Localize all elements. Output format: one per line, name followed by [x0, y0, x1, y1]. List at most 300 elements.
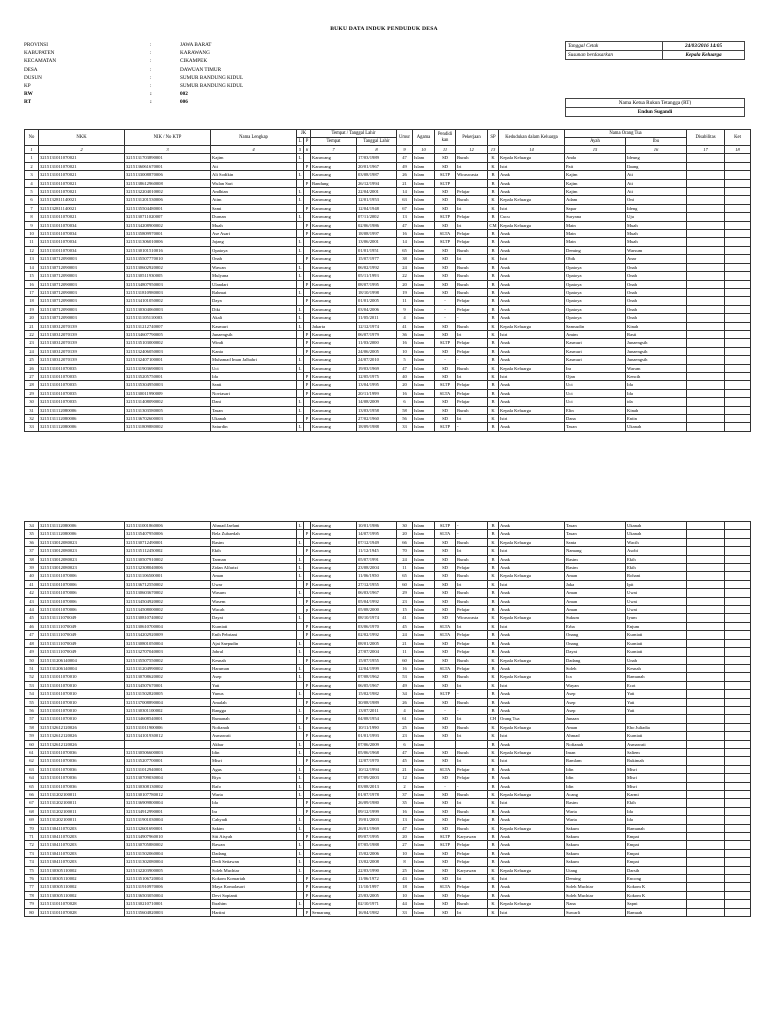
cell-kedudukan: Anak	[499, 816, 565, 824]
cell-tanggal: 01/01/1951	[357, 246, 397, 254]
cell-p: P	[304, 255, 311, 263]
cell-kedudukan: Anak	[499, 564, 565, 572]
column-number-row	[25, 146, 751, 154]
cell-l	[297, 339, 304, 347]
cell-kedudukan: Anak	[499, 690, 565, 698]
cell-disabilitas	[687, 372, 725, 380]
cell-pendidikan: -	[435, 305, 456, 313]
cell-no: 52	[25, 673, 39, 681]
cell-tempat: Karawang	[311, 255, 357, 263]
cell-l: L	[297, 782, 304, 790]
cell-p	[304, 272, 311, 280]
cell-sp: B	[488, 280, 499, 288]
cell-sp: B	[488, 858, 499, 866]
cell-ket	[725, 606, 751, 614]
cell-pekerjaan: Irt	[456, 799, 488, 807]
cell-kedudukan: Anak	[499, 314, 565, 322]
cell-umur: 27	[397, 841, 413, 849]
cell-no: 9	[25, 221, 39, 229]
cell-agama: Islam	[413, 188, 435, 196]
cell-disabilitas	[687, 288, 725, 296]
cell-no: 17	[25, 288, 39, 296]
column-number: 14	[499, 146, 565, 154]
cell-tanggal: 27/02/1960	[357, 415, 397, 423]
cell-pendidikan: SD	[435, 330, 456, 338]
cell-disabilitas	[687, 698, 725, 706]
cell-sp: B	[488, 765, 499, 773]
cell-no: 71	[25, 833, 39, 841]
cell-umur: 44	[397, 900, 413, 908]
cell-pendidikan: SLTP	[435, 690, 456, 698]
info-label: DUSUN	[24, 74, 42, 81]
cell-ibu: Ideng	[626, 204, 687, 212]
cell-ibu: Uwat	[626, 606, 687, 614]
cell-pendidikan: SLTP	[435, 179, 456, 187]
cell-ket	[725, 522, 751, 530]
cell-no: 51	[25, 664, 39, 672]
cell-no: 66	[25, 791, 39, 799]
cell-ket	[725, 555, 751, 563]
cell-ibu: Muah	[626, 238, 687, 246]
cell-pekerjaan: -	[456, 423, 488, 431]
cell-p	[304, 690, 311, 698]
cell-ibu: Ramunah	[626, 673, 687, 681]
cell-pekerjaan: -	[456, 530, 488, 538]
cell-tempat: Karawang	[311, 339, 357, 347]
cell-ayah: Aman	[565, 723, 626, 731]
cell-pekerjaan: Irt	[456, 221, 488, 229]
cell-ket	[725, 314, 751, 322]
cell-no: 60	[25, 740, 39, 748]
cell-ket	[725, 614, 751, 622]
cell-l: L	[297, 791, 304, 799]
cell-nkk: 3215130305110002	[39, 866, 125, 874]
cell-ket	[725, 179, 751, 187]
cell-sp: B	[488, 597, 499, 605]
cell-pendidikan: SD	[435, 221, 456, 229]
cell-tanggal: 05/07/1991	[357, 555, 397, 563]
cell-nama: Ibrahim	[211, 900, 297, 908]
cell-ket	[725, 272, 751, 280]
cell-nkk: 3215131011070028	[39, 900, 125, 908]
cell-no: 44	[25, 606, 39, 614]
cell-ibu: Onah	[626, 305, 687, 313]
cell-ibu: Kurniati	[626, 732, 687, 740]
cell-tanggal: 30/08/1989	[357, 698, 397, 706]
cell-umur: 21	[397, 765, 413, 773]
cell-tanggal: 18/10/1998	[357, 288, 397, 296]
cell-p: P	[304, 833, 311, 841]
cell-nama: Muah	[211, 221, 297, 229]
cell-sp: K	[488, 875, 499, 883]
cell-ibu: Ati	[626, 188, 687, 196]
cell-no: 67	[25, 799, 39, 807]
cell-tempat: Karawang	[311, 807, 357, 815]
cell-pekerjaan: Pelajar	[456, 606, 488, 614]
cell-pendidikan: SD	[435, 673, 456, 681]
cell-pendidikan: SD	[435, 681, 456, 689]
column-number: 3	[125, 146, 211, 154]
cell-nama: Warta	[211, 791, 297, 799]
cell-agama: Islam	[413, 648, 435, 656]
cell-ket	[725, 288, 751, 296]
cell-umur: 61	[397, 715, 413, 723]
cell-nama: Rafo	[211, 782, 297, 790]
table-row	[25, 622, 751, 630]
cell-l: L	[297, 288, 304, 296]
cell-tanggal: 25/03/2005	[357, 891, 397, 899]
cell-sp: K	[488, 580, 499, 588]
cell-pendidikan: SLTA	[435, 883, 456, 891]
cell-ket	[725, 255, 751, 263]
cell-ket	[725, 891, 751, 899]
cell-pendidikan: SD	[435, 154, 456, 162]
cell-nik: 3215131302080004	[125, 858, 211, 866]
cell-kedudukan: Anak	[499, 706, 565, 714]
cell-nkk: 3215130305110002	[39, 891, 125, 899]
cell-pendidikan: SD	[435, 807, 456, 815]
cell-p: P	[304, 757, 311, 765]
cell-sp: B	[488, 213, 499, 221]
cell-nik: 3215134202920009	[125, 631, 211, 639]
cell-sp: K	[488, 908, 499, 916]
cell-agama: Islam	[413, 875, 435, 883]
cell-disabilitas	[687, 614, 725, 622]
cell-umur: 37	[397, 791, 413, 799]
info-separator: :	[150, 99, 152, 106]
cell-nama: Hartini	[211, 908, 297, 916]
cell-disabilitas	[687, 765, 725, 773]
cell-pekerjaan: Irt	[456, 162, 488, 170]
cell-no: 57	[25, 715, 39, 723]
cell-pekerjaan: -	[456, 356, 488, 364]
info-separator: :	[150, 74, 152, 81]
cell-no: 49	[25, 648, 39, 656]
cell-nik: 3215130801050004	[125, 639, 211, 647]
cell-p: P	[304, 883, 311, 891]
cell-kedudukan: Anak	[499, 389, 565, 397]
cell-no: 5	[25, 188, 39, 196]
table-row	[25, 782, 751, 790]
cell-ayah: Main	[565, 221, 626, 229]
cell-ayah: Idin	[565, 765, 626, 773]
cell-disabilitas	[687, 188, 725, 196]
table-row	[25, 748, 751, 756]
cell-no: 76	[25, 875, 39, 883]
cell-ket	[725, 824, 751, 832]
cell-ket	[725, 866, 751, 874]
cell-no: 43	[25, 597, 39, 605]
table-row	[25, 538, 751, 546]
cell-nama: Ati	[211, 162, 297, 170]
cell-tanggal: 01/01/2005	[357, 297, 397, 305]
cell-tanggal: 08/10/1974	[357, 614, 397, 622]
cell-tanggal: 06/02/1992	[357, 263, 397, 271]
cell-p	[304, 522, 311, 530]
cell-umur: 20	[397, 381, 413, 389]
cell-sp: K	[488, 255, 499, 263]
cell-nkk: 3215131111070049	[39, 631, 125, 639]
cell-tanggal: 26/01/1969	[357, 824, 397, 832]
cell-no: 42	[25, 589, 39, 597]
cell-agama: Islam	[413, 690, 435, 698]
cell-nama: Aman	[211, 572, 297, 580]
cell-no: 16	[25, 280, 39, 288]
cell-agama: Islam	[413, 799, 435, 807]
cell-sp: K	[488, 364, 499, 372]
info-label: KP	[24, 83, 31, 90]
cell-tempat: Karawang	[311, 555, 357, 563]
table-row	[25, 908, 751, 916]
info-row	[24, 98, 340, 106]
table-row	[25, 706, 751, 714]
cell-kedudukan: Kepala Keluarga	[499, 322, 565, 330]
cell-umur: 14	[397, 238, 413, 246]
cell-umur: 60	[397, 656, 413, 664]
cell-sp: B	[488, 648, 499, 656]
cell-umur: 38	[397, 255, 413, 263]
cell-nkk: 3215131011070035	[39, 389, 125, 397]
cell-l	[297, 204, 304, 212]
cell-kedudukan: Kepala Keluarga	[499, 656, 565, 664]
cell-ibu: Rukimah	[626, 757, 687, 765]
cell-nkk: 3215131011070021	[39, 162, 125, 170]
cell-tempat: Semarang	[311, 908, 357, 916]
cell-nama: Enih Pebriani	[211, 631, 297, 639]
cell-ket	[725, 564, 751, 572]
cell-nama: Agus	[211, 765, 297, 773]
table-row	[25, 673, 751, 681]
cell-sp: K	[488, 748, 499, 756]
cell-l	[297, 347, 304, 355]
cell-tanggal: 15/07/1955	[357, 656, 397, 664]
cell-ibu: Junaengsih	[626, 356, 687, 364]
info-separator: :	[150, 66, 152, 73]
cell-no: 12	[25, 246, 39, 254]
cell-sp: B	[488, 606, 499, 614]
cell-no: 80	[25, 908, 39, 916]
table-row	[25, 698, 751, 706]
cell-pekerjaan: Buruh	[456, 555, 488, 563]
cell-l: L	[297, 765, 304, 773]
cell-tanggal: 15/07/1977	[357, 255, 397, 263]
cell-pekerjaan: Pelajar	[456, 883, 488, 891]
cell-tanggal: 11/12/1945	[357, 547, 397, 555]
table-row	[25, 381, 751, 389]
cell-p	[304, 305, 311, 313]
cell-umur: 13	[397, 816, 413, 824]
cell-umur: 18	[397, 883, 413, 891]
th-p: P	[304, 138, 311, 146]
info-label: KABUPATEN	[24, 50, 55, 57]
table-row	[25, 330, 751, 338]
cell-pekerjaan: Buruh	[456, 272, 488, 280]
cell-nama: Opatoya	[211, 246, 297, 254]
cell-agama: Islam	[413, 398, 435, 406]
cell-disabilitas	[687, 740, 725, 748]
cell-disabilitas	[687, 791, 725, 799]
cell-ibu: Ati	[626, 179, 687, 187]
cell-pekerjaan: Irt	[456, 732, 488, 740]
cell-pekerjaan: -	[456, 690, 488, 698]
info-label: RW	[24, 91, 33, 98]
cell-nik: 3215135304950003	[125, 381, 211, 389]
cell-no: 63	[25, 765, 39, 773]
cell-ibu: Empat	[626, 849, 687, 857]
cell-ibu: Onah	[626, 297, 687, 305]
cell-nik: 3215132707040003	[125, 648, 211, 656]
cell-p	[304, 238, 311, 246]
th-umur: Umur	[397, 130, 413, 146]
cell-nik: 3215130511930005	[125, 272, 211, 280]
table-row	[25, 280, 751, 288]
cell-kedudukan: Anak	[499, 381, 565, 389]
cell-ayah: Tasan	[565, 530, 626, 538]
cell-p	[304, 723, 311, 731]
table-row	[25, 757, 751, 765]
column-number: 9	[397, 146, 413, 154]
cell-nik: 3215135504480001	[125, 204, 211, 212]
cell-ket	[725, 547, 751, 555]
cell-nik: 3215130709030004	[125, 774, 211, 782]
cell-p	[304, 572, 311, 580]
column-number: 7	[311, 146, 357, 154]
th-l: L	[297, 138, 304, 146]
cell-kedudukan: Istri	[499, 875, 565, 883]
cell-tempat: Karawang	[311, 415, 357, 423]
cell-ayah: Amim	[565, 330, 626, 338]
cell-tempat: Bandung	[311, 179, 357, 187]
cell-pendidikan: SD	[435, 188, 456, 196]
cell-agama: Islam	[413, 606, 435, 614]
table-row	[25, 664, 751, 672]
cell-nik: 3215135106720004	[125, 875, 211, 883]
cell-pendidikan: SD	[435, 564, 456, 572]
print-date-label: Tanggal Cetak	[566, 42, 663, 51]
cell-p: P	[304, 715, 311, 723]
cell-pekerjaan: Buruh	[456, 673, 488, 681]
cell-l: L	[297, 900, 304, 908]
info-row	[24, 74, 340, 82]
cell-kedudukan: Anak	[499, 883, 565, 891]
cell-tempat: Karawang	[311, 154, 357, 162]
cell-sp: B	[488, 305, 499, 313]
cell-agama: Islam	[413, 339, 435, 347]
cell-tanggal: 02/10/1971	[357, 900, 397, 908]
cell-pendidikan: SD	[435, 272, 456, 280]
cell-ayah: Utang	[565, 866, 626, 874]
column-number: 18	[725, 146, 751, 154]
cell-ibu: Warum	[626, 364, 687, 372]
cell-disabilitas	[687, 538, 725, 546]
cell-l: L	[297, 572, 304, 580]
cell-agama: Islam	[413, 196, 435, 204]
cell-disabilitas	[687, 849, 725, 857]
cell-tempat: Karawang	[311, 330, 357, 338]
cell-l	[297, 698, 304, 706]
cell-tempat: Karawang	[311, 648, 357, 656]
cell-nkk: 3215130411070203	[39, 824, 125, 832]
cell-sp: K	[488, 154, 499, 162]
cell-nik: 3215130507910002	[125, 555, 211, 563]
table-row	[25, 213, 751, 221]
column-number: 17	[687, 146, 725, 154]
cell-p: P	[304, 799, 311, 807]
cell-kedudukan: Anak	[499, 849, 565, 857]
cell-pekerjaan: Pelajar	[456, 305, 488, 313]
cell-tanggal: 03/04/2006	[357, 305, 397, 313]
cell-ket	[725, 799, 751, 807]
cell-l	[297, 230, 304, 238]
cell-tempat: Karawang	[311, 580, 357, 588]
cell-sp: B	[488, 263, 499, 271]
cell-sp: B	[488, 883, 499, 891]
cell-pendidikan: SD	[435, 866, 456, 874]
cell-kedudukan: Anak	[499, 230, 565, 238]
cell-nik: 3215130210710001	[125, 900, 211, 908]
cell-nama: Kokom Komariah	[211, 875, 297, 883]
cell-umur: 16	[397, 389, 413, 397]
cell-umur: 24	[397, 631, 413, 639]
cell-pendidikan: SD	[435, 547, 456, 555]
table-row	[25, 824, 751, 832]
cell-sp: K	[488, 732, 499, 740]
cell-disabilitas	[687, 330, 725, 338]
cell-nkk: 3215131011070036	[39, 782, 125, 790]
cell-agama: Islam	[413, 272, 435, 280]
cell-p	[304, 356, 311, 364]
cell-sp: B	[488, 297, 499, 305]
cell-disabilitas	[687, 196, 725, 204]
cell-pekerjaan: Irt	[456, 204, 488, 212]
cell-p	[304, 538, 311, 546]
cell-nik: 3215136909800004	[125, 799, 211, 807]
cell-disabilitas	[687, 246, 725, 254]
cell-agama: Islam	[413, 297, 435, 305]
cell-ket	[725, 807, 751, 815]
table-row	[25, 555, 751, 563]
cell-pendidikan: SLTA	[435, 664, 456, 672]
cell-ket	[725, 698, 751, 706]
cell-nik: 3215130705880002	[125, 841, 211, 849]
cell-tanggal: 13/02/2008	[357, 858, 397, 866]
cell-sp: B	[488, 339, 499, 347]
cell-ibu: Anar	[626, 255, 687, 263]
cell-nama: Ulandari	[211, 280, 297, 288]
cell-nik: 3215130708620002	[125, 673, 211, 681]
cell-p	[304, 774, 311, 782]
cell-ket	[725, 530, 751, 538]
cell-nkk: 3215130411070203	[39, 841, 125, 849]
cell-nama: Diki	[211, 305, 297, 313]
cell-ibu: Onah	[626, 272, 687, 280]
cell-no: 13	[25, 255, 39, 263]
cell-agama: Islam	[413, 883, 435, 891]
cell-l	[297, 606, 304, 614]
cell-pekerjaan: Pelajar	[456, 188, 488, 196]
cell-nik: 3215131408090002	[125, 398, 211, 406]
cell-nkk: 3215130305110002	[39, 883, 125, 891]
cell-no: 3	[25, 171, 39, 179]
cell-tempat: Karawang	[311, 530, 357, 538]
cell-ibu: Ukanah	[626, 522, 687, 530]
cell-nkk: 3215131011070036	[39, 774, 125, 782]
cell-ayah: Opatoya	[565, 280, 626, 288]
cell-kedudukan: Anak	[499, 631, 565, 639]
cell-ibu: Ida	[626, 816, 687, 824]
cell-disabilitas	[687, 314, 725, 322]
cell-kedudukan: Kepala Keluarga	[499, 791, 565, 799]
